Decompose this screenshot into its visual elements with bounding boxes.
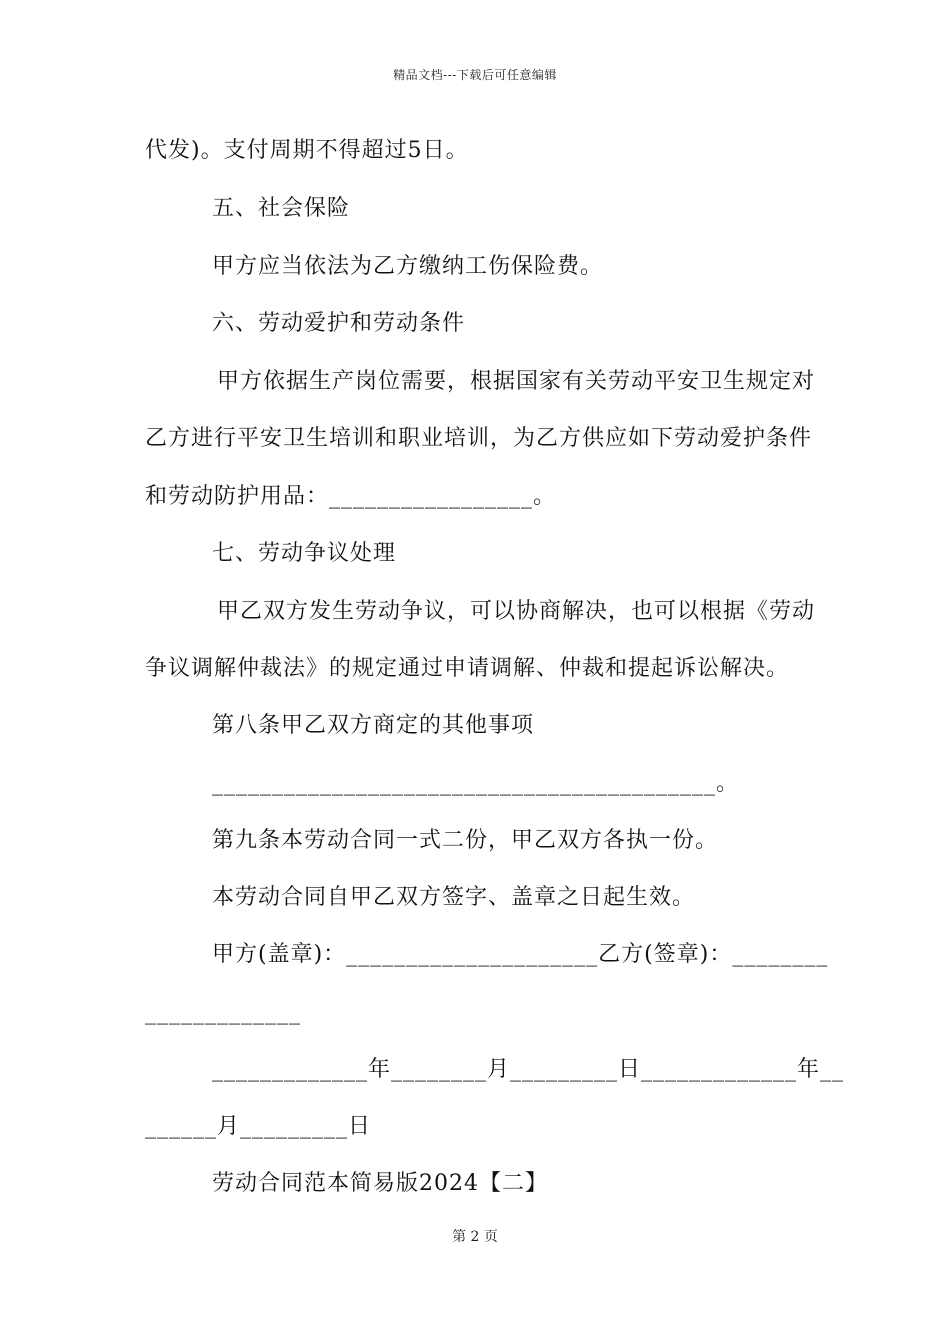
page-number: 第 2 页 [452,1229,498,1245]
section-title: 劳动合同范本简易版2024【二】 [212,1171,548,1196]
text-line: 甲方应当依法为乙方缴纳工伤保险费。 [212,254,604,279]
text-line: 和劳动防护用品：_________________。 [145,484,557,509]
signature-line: 甲方(盖章)：_____________________乙方(签章)：________ [212,942,829,967]
text-line: 甲方依据生产岗位需要，根据国家有关劳动平安卫生规定对 [217,369,816,394]
section-heading: 七、劳动争议处理 [212,541,397,566]
section-heading: 五、社会保险 [212,196,351,221]
date-line: _____________年________月_________日_____________年__ [212,1057,845,1082]
fill-in-line: __________________________________________。 [212,771,740,796]
section-heading: 六、劳动爱护和劳动条件 [212,311,466,336]
text-line: 代发)。支付周期不得超过5日。 [145,138,469,163]
text-line: 争议调解仲裁法》的规定通过申请调解、仲裁和提起诉讼解决。 [145,656,790,681]
text-line: 乙方进行平安卫生培训和职业培训，为乙方供应如下劳动爱护条件 [145,426,813,451]
text-line: 第九条本劳动合同一式二份，甲乙双方各执一份。 [212,828,719,853]
text-line: 本劳动合同自甲乙双方签字、盖章之日起生效。 [212,885,696,910]
fill-in-line: _____________ [145,1000,301,1025]
date-line: ______月_________日 [145,1114,372,1139]
page-header: 精品文档---下载后可任意编辑 [393,68,557,82]
text-line: 甲乙双方发生劳动争议，可以协商解决，也可以根据《劳动 [217,599,816,624]
text-line: 第八条甲乙双方商定的其他事项 [212,713,535,738]
